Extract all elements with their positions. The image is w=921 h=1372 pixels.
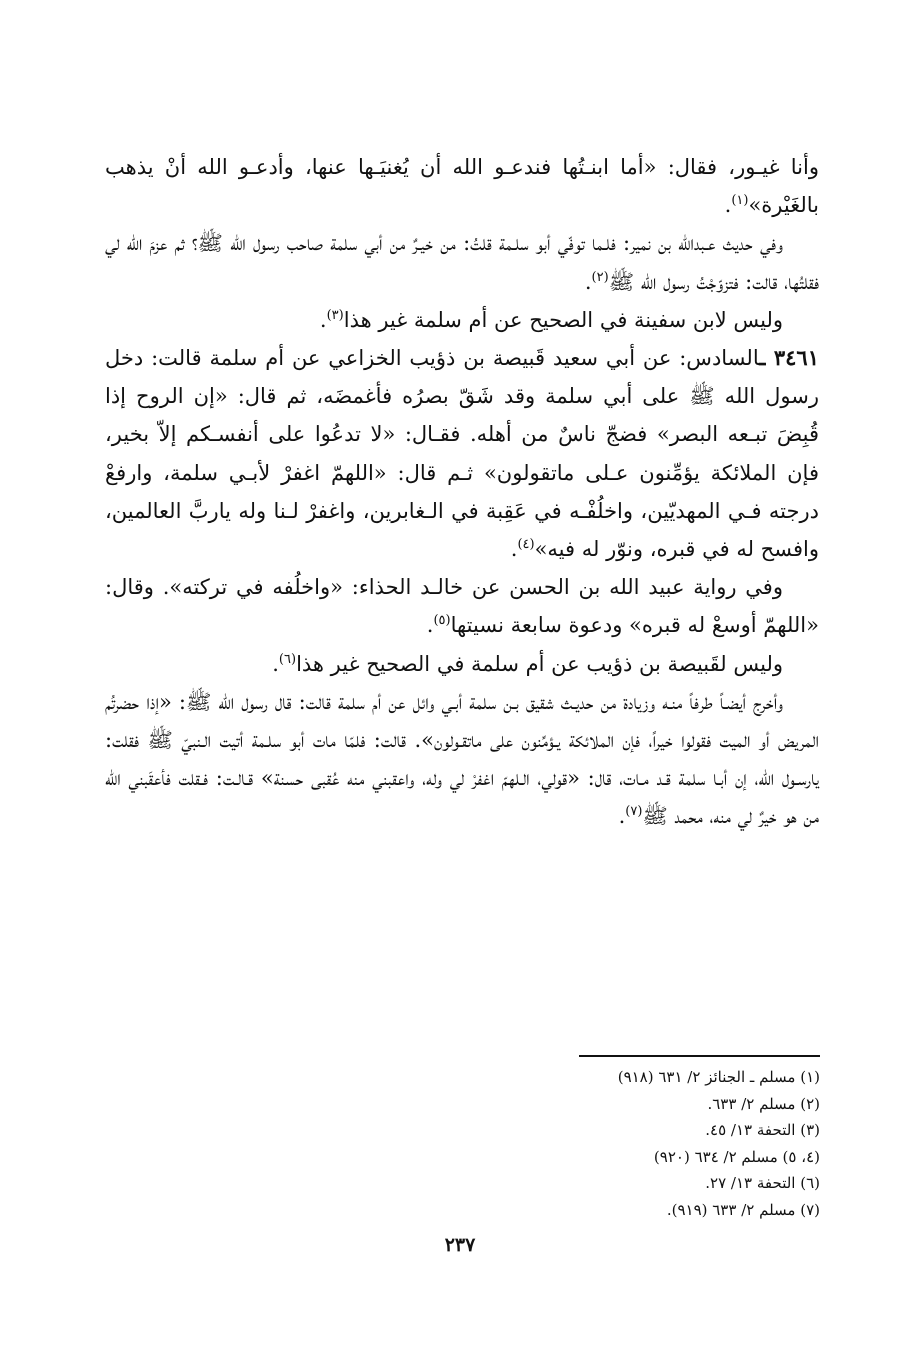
footnote-item: (٧) مسلم ٢/ ٦٣٣ (٩١٩). (666, 1200, 820, 1219)
footnote-item: (٦) التحفة ١٣/ ٢٧. (705, 1174, 820, 1192)
paragraph-end: . (319, 307, 327, 332)
footnotes-list (520, 1064, 820, 1223)
footnote-ref[interactable]: (٣) (326, 307, 344, 323)
paragraph-end: . (510, 537, 518, 562)
paragraph (105, 645, 819, 683)
footnote-ref[interactable]: (١) (731, 193, 749, 209)
footnote-ref[interactable]: (٢) (591, 269, 609, 285)
paragraph-text: وأنا غيـور، فقال: «أما ابنـتُها فندعـو الله أن يُغنيَـها عنها، وأدعـو الله أنْ يذهب بالغَيْرة» (105, 155, 819, 218)
paragraph-end: . (272, 651, 279, 676)
paragraph-text: وفي حديث عـبدالله بن نمير: فلـما توفّي أبو سلـمة قلتُ: من خيـرٌ من أبي سلمة صاحب رسول الله ﷺ؟ ثم عزمَ الله لي فقلتُها، قالت: فتزوّجْتُ رسول الله ﷺ (105, 231, 819, 294)
paragraph (105, 683, 819, 836)
paragraph-text: وفي رواية عبيد الله بن الحسن عن خالـد الحذاء: «واخلُفه في تركته». وقال: «اللهمّ أوسعْ له قبره» ودعوة سابعة نسيتها (105, 575, 819, 638)
paragraph-end: . (584, 269, 592, 294)
page-number: ٢٣٧ (444, 1234, 476, 1256)
footnote-ref[interactable]: (٤) (517, 537, 535, 553)
hadith-number: ٣٤٦١ ـ (759, 345, 819, 371)
paragraph-text: السادس: عن أبي سعيد قَبيصة بن ذؤيب الخزاعي عن أم سلمة قالت: دخل رسول الله ﷺ على أبي سلمة وقد شَقّ بصرُه فأغمضَه، ثم قال: «إن الروح إذا قُبِضَ تبـعه البصر» فضجّ ناسٌ من أهله. فقـال: «لا تدعُوا على أنفسـكم إلاّ بخير، فإن الملائكة يؤمِّنون عـلى ماتقولون» ثـم قال: «اللهمّ اغفرْ لأبـي سلمة، وارفعْ درجته فـي المهديّين، واخلُفْـه في عَقِبة في الـغابرين، واغفرْ لـنا وله ياربَّ العالمين، وافسح له في قبره، ونوّر له فيه» (105, 346, 819, 562)
paragraph-text: وليس لقَبيصة بن ذؤيب عن أم سلمة في الصحيح غير هذا (296, 651, 783, 676)
paragraph (105, 568, 819, 644)
footnote-item: (٣) التحفة ١٣/ ٤٥. (705, 1121, 820, 1139)
footnote-item: (٢) مسلم ٢/ ٦٣٣. (707, 1094, 820, 1113)
page-body (105, 148, 819, 836)
footnote-item: (١) مسلم ـ الجنائز ٢/ ٦٣١ (٩١٨) (617, 1068, 820, 1086)
paragraph (105, 148, 819, 224)
footnote-separator (579, 1055, 820, 1057)
paragraph-end: . (618, 804, 626, 829)
paragraph (105, 339, 819, 568)
footnote-item: (٤، ٥) مسلم ٢/ ٦٣٤ (٩٢٠) (653, 1147, 820, 1166)
paragraph (105, 301, 819, 339)
footnote-ref[interactable]: (٧) (625, 804, 643, 820)
paragraph-end: . (426, 613, 434, 638)
footnote-ref[interactable]: (٦) (278, 651, 297, 667)
paragraph-text: وليس لابن سفينة في الصحيح عن أم سلمة غير هذا (343, 307, 783, 332)
footnote-ref[interactable]: (٥) (433, 613, 451, 629)
paragraph-text: وأخرج أيضـاً طرفاً منـه وزيادة من حديـث شقيق بـن سلمة أبـي وائل عن أم سلمة قالت: قال رسول الله ﷺ: «إذا حضرتُم المريض أو الميت فقولوا خيراً، فإن الملائكة يـؤمِّنون على ماتقـولون». قالت: فلمّا مات أبو سلـمة أتيت الـنبيّ ﷺ فقلت: يارسـول الله، إن أبـا سلمة قـد مـات، قال: «قولي، الـلهمّ اغفرْ لي وله، واعقبني منه عُقبى حسنة» قـالـت: فـقلت فأعقَبني الله من هو خيرٌ لي منه، محمد ﷺ (105, 689, 819, 829)
paragraph-end: . (724, 193, 732, 218)
paragraph (105, 224, 819, 300)
